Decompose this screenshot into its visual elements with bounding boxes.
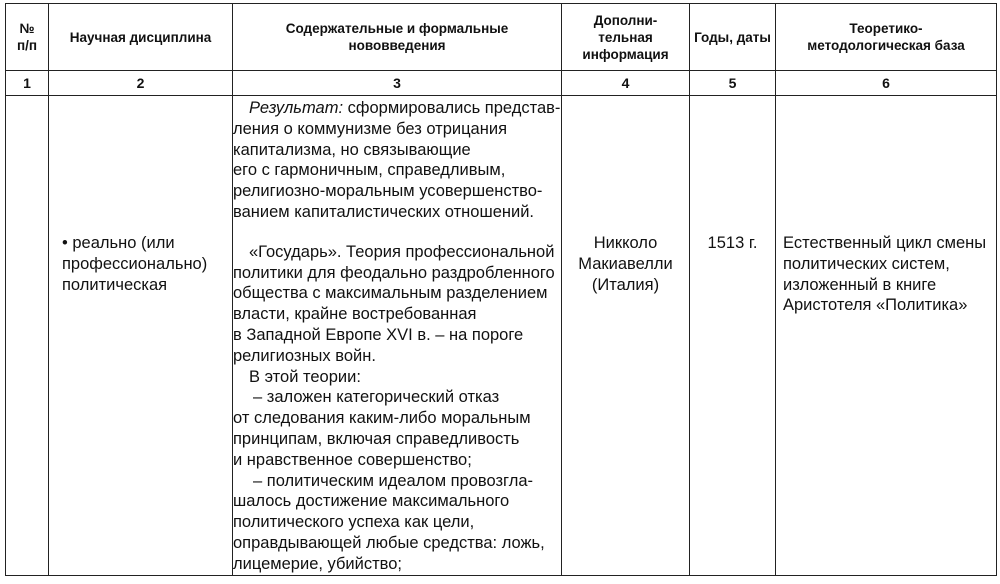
point1-line: – заложен категорический отказ [253,388,500,407]
base-line: Естественный цикл смены [783,234,987,252]
result-line [249,98,561,119]
prince-line: в Западной Европе XVI в. – на пороге [233,325,524,344]
header-base-line: Теоретико- [849,21,923,36]
point2-line: политического успеха как цели, [233,513,475,532]
year-cell [690,96,776,576]
base-line: изложенный в книге [783,275,937,294]
prince-line: власти, крайне востребованная [233,305,477,324]
row-number-cell [6,96,49,576]
innovations-cell [233,96,562,576]
prince-line: политики для феодально раздробленного [233,263,555,282]
data-table [5,3,997,576]
column-number: 2 [49,71,233,96]
point2-line: оправдывающей любые средства: ложь, [233,533,545,552]
result-line: ления о коммунизме без отрицания [233,119,507,138]
point1-line: от следования каким-либо моральным [233,409,531,428]
header-additional-line: тельная [598,29,653,45]
header-additional-line: информация [582,46,669,62]
header-innovations-line: нововведения [348,38,446,53]
base-line: Аристотеля «Политика» [783,296,968,315]
column-number: 1 [6,71,49,96]
result-label: Результат: [249,99,344,117]
column-number: 3 [233,71,562,96]
result-line: его с гармоничным, справедливым, [233,161,506,180]
theory-intro: В этой теории: [249,367,361,386]
point2-line: шалось достижение максимального [233,492,510,511]
header-row [6,4,997,71]
result-line: капитализма, но связывающие [233,140,471,159]
year-value: 1513 г. [707,234,758,252]
header-discipline [49,4,233,71]
header-number-line: № [19,21,35,36]
theoretical-base-cell [776,96,997,576]
discipline-line: профессионально) [62,254,208,273]
header-theoretical-base [776,4,997,71]
prince-line: религиозных войн. [233,346,376,365]
header-additional-line: Дополни- [593,12,658,28]
column-number: 6 [776,71,997,96]
header-discipline-label: Научная дисциплина [69,29,212,45]
header-years [690,4,776,71]
header-innovations [233,4,562,71]
header-years-label: Годы, даты [694,29,771,45]
point1-line: и нравственное совершенство; [233,450,472,469]
table-row [6,96,997,576]
header-additional-info [562,4,690,71]
column-number: 5 [690,71,776,96]
point2-line: лицемерие, убийство; [233,554,403,573]
result-line: ванием капиталистических отношений. [233,202,535,221]
point1-line: принципам, включая справедливость [233,429,520,448]
header-base-line: методологическая база [807,38,965,53]
header-number-line: п/п [16,38,38,53]
prince-line: «Государь». Теория профессиональной [249,242,555,261]
point2-line: – политическим идеалом провозгла- [253,471,534,490]
header-number [6,4,49,71]
additional-line: (Италия) [591,275,660,294]
result-line: религиозно-моральным усовершенство- [233,182,543,201]
additional-line: Макиавелли [578,254,673,273]
additional-info-cell [562,96,690,576]
prince-line: общества с максимальным разделением [233,284,548,303]
additional-line: Никколо [593,234,658,252]
discipline-line: политическая [62,275,168,294]
column-number: 4 [562,71,690,96]
header-innovations-line: Содержательные и формальные [285,21,509,36]
column-number-row [6,71,997,96]
discipline-cell [49,96,233,576]
result-text: сформировались представ- [347,99,561,117]
base-line: политических систем, [783,254,950,273]
discipline-line: • реально (или [62,234,175,252]
